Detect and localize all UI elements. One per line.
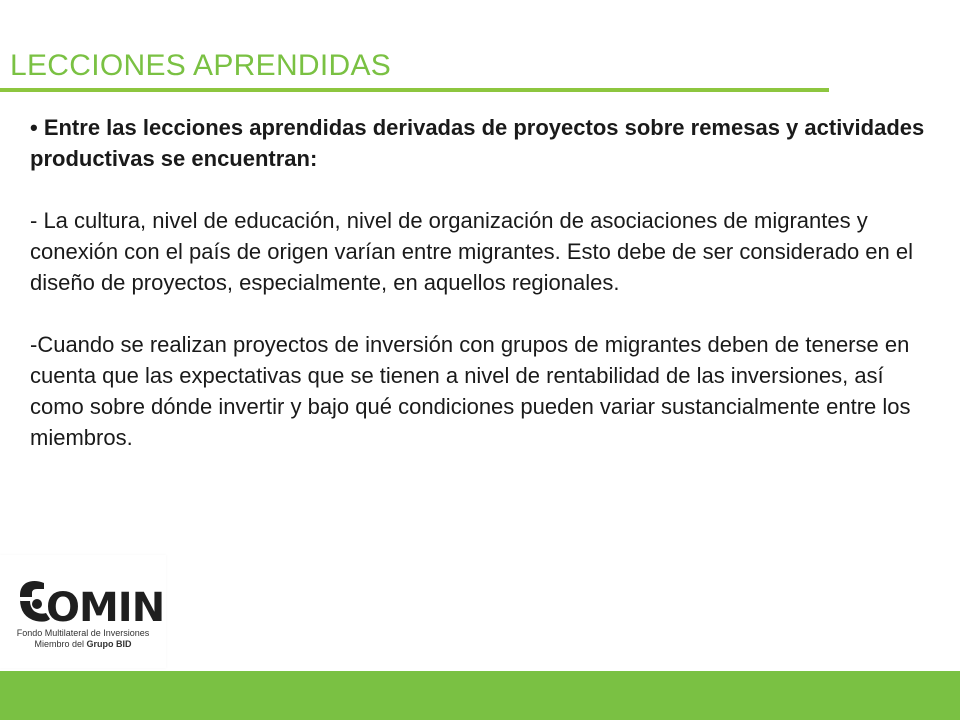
lesson-point-2: -Cuando se realizan proyectos de inversión con grupos de migrantes deben de tenerse en cuenta que las expectativas que se tienen a nivel de rentabilidad de las inversiones, así como sobre dónde invertir y bajo qué condiciones pueden variar sustancialmente entre los miembros. [30, 332, 911, 450]
fomin-wordmark: OMIN [46, 585, 165, 631]
fomin-logo-mark [10, 575, 165, 631]
lesson-point-1: - La cultura, nivel de educación, nivel de organización de asociaciones de migrantes y conexión con el país de origen varían entre migrantes. Esto debe de ser considerado en el diseño de proyectos, especialmente, en aquellos regionales. [30, 208, 913, 295]
intro-bullet: • Entre las lecciones aprendidas derivadas de proyectos sobre remesas y actividades productivas se encuentran: [30, 115, 925, 171]
slide-title: LECCIONES APRENDIDAS [10, 49, 392, 82]
footer-green-band [0, 671, 960, 720]
fomin-caption-prefix: Miembro del [34, 639, 87, 649]
paragraph-spacer [30, 174, 940, 205]
fomin-caption-line2 [8, 639, 158, 650]
slide-body [30, 112, 940, 453]
title-underline [0, 88, 829, 92]
fomin-caption-line1: Fondo Multilateral de Inversiones [16, 628, 150, 638]
paragraph-spacer [30, 298, 940, 329]
fomin-logo [0, 555, 166, 668]
fomin-caption [8, 628, 158, 650]
fomin-caption-group: Grupo BID [86, 639, 132, 649]
